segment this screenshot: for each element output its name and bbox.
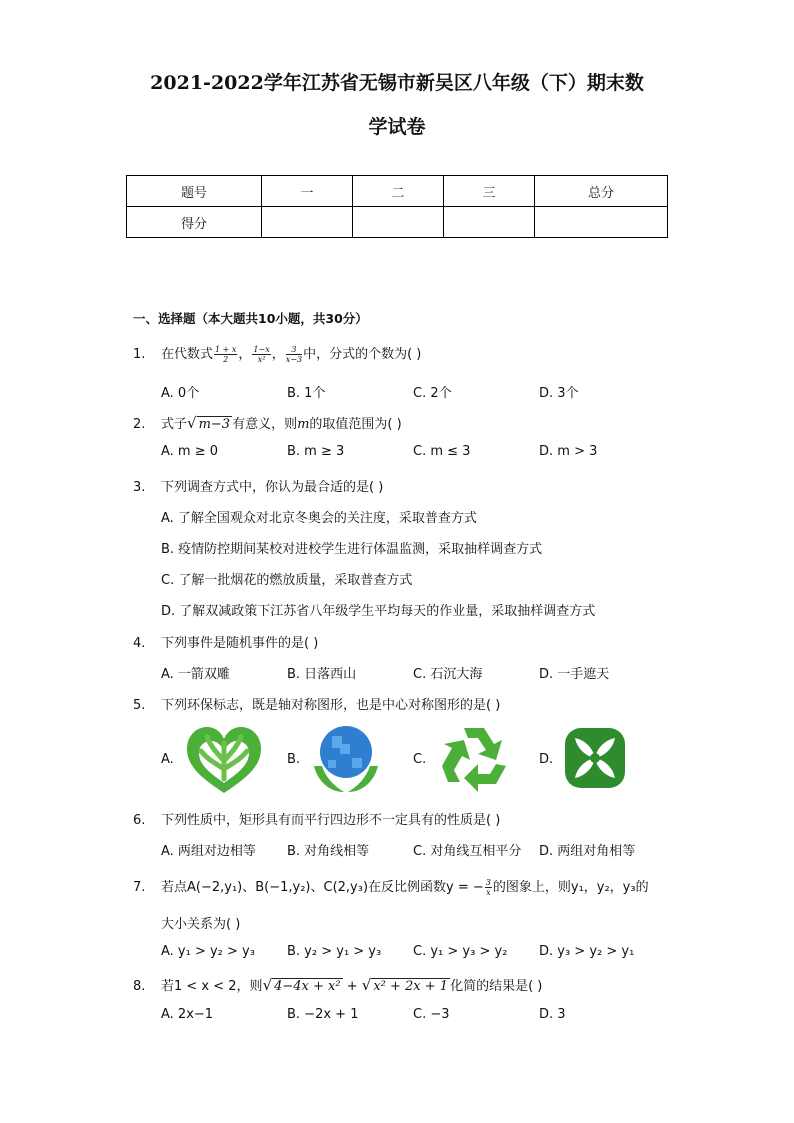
option-a[interactable]: A. — [161, 752, 174, 767]
denominator: x² — [257, 355, 266, 364]
option-d[interactable]: D. 3 — [539, 1007, 566, 1022]
fraction — [252, 345, 270, 364]
option-d[interactable]: D. — [539, 752, 554, 767]
sqrt-icon: √ — [187, 414, 197, 432]
four-leaf-logo-icon[interactable] — [563, 726, 627, 790]
option-a[interactable]: A. 0个 — [161, 386, 200, 401]
score-input-cell[interactable] — [535, 207, 668, 238]
option-c[interactable]: C. 对角线互相平分 — [413, 844, 522, 859]
question-text: 有意义，则 — [232, 417, 298, 432]
question-6 — [133, 809, 500, 828]
option-d[interactable]: D. 两组对角相等 — [539, 844, 636, 859]
numerator: 3 — [286, 345, 302, 355]
option-d[interactable]: D. m > 3 — [539, 444, 598, 459]
radicand: m−3 — [198, 417, 231, 432]
question-text: 中，分式的个数为( ) — [303, 347, 422, 362]
table-cell: 一 — [262, 176, 353, 207]
table-cell: 总分 — [535, 176, 668, 207]
globe-hands-logo-icon[interactable] — [310, 722, 382, 796]
fraction — [286, 345, 302, 364]
fraction — [214, 345, 237, 364]
question-number: 1. — [133, 347, 146, 362]
table-cell: 三 — [444, 176, 535, 207]
option-c[interactable]: C. 石沉大海 — [413, 667, 483, 682]
numerator: 1 + x — [215, 345, 237, 354]
question-text: 若点A(−2,y₁)、B(−1,y₂)、C(2,y₃)在反比例函数y = − — [161, 880, 484, 895]
option-a[interactable]: A. 两组对边相等 — [161, 844, 256, 859]
separator: ， — [271, 347, 285, 362]
table-cell: 题号 — [127, 176, 262, 207]
heart-leaf-logo-icon[interactable] — [183, 723, 265, 795]
question-text: 的图象上，则y₁，y₂，y₃的 — [492, 880, 649, 895]
option-d[interactable]: D. y₃ > y₂ > y₁ — [539, 944, 635, 959]
option-c[interactable]: C. 2个 — [413, 386, 452, 401]
question-number: 5. — [133, 698, 146, 713]
exam-title-line2: 学试卷 — [368, 116, 426, 138]
recycle-logo-icon[interactable] — [434, 722, 514, 792]
table-row — [127, 207, 668, 238]
score-input-cell[interactable] — [444, 207, 535, 238]
score-input-cell[interactable] — [262, 207, 353, 238]
option-b[interactable]: B. m ≥ 3 — [287, 444, 345, 459]
question-text: 式子 — [161, 417, 188, 432]
question-text: 下列调查方式中，你认为最合适的是( ) — [161, 480, 384, 495]
question-5 — [133, 694, 500, 713]
radicand: 4−4x + x² — [274, 979, 341, 994]
question-number: 4. — [133, 636, 146, 651]
option-d[interactable]: D. 3个 — [539, 386, 579, 401]
question-2 — [133, 413, 402, 432]
option-a[interactable]: A. y₁ > y₂ > y₃ — [161, 944, 255, 959]
option-b[interactable]: B. 对角线相等 — [287, 844, 370, 859]
question-number: 2. — [133, 417, 146, 432]
question-text: 下列事件是随机事件的是( ) — [161, 636, 319, 651]
exam-title-line1: 2021-2022学年江苏省无锡市新吴区八年级（下）期末数 — [150, 72, 644, 94]
option-c[interactable]: C. m ≤ 3 — [413, 444, 471, 459]
question-text: 化简的结果是( ) — [450, 979, 543, 994]
option-b[interactable]: B. −2x + 1 — [287, 1007, 359, 1022]
section-heading: 一、选择题（本大题共10小题，共30分） — [133, 311, 368, 326]
option-a[interactable]: A. 一箭双雕 — [161, 667, 230, 682]
option-c[interactable]: C. — [413, 752, 427, 767]
question-text: 若1 < x < 2，则 — [161, 979, 263, 994]
numerator: 1−x — [253, 345, 270, 354]
question-text: 在代数式 — [161, 347, 214, 362]
table-row — [127, 176, 668, 207]
question-8 — [133, 975, 542, 994]
option-c[interactable]: C. y₁ > y₃ > y₂ — [413, 944, 508, 959]
sqrt-icon: √ — [262, 976, 273, 994]
question-7 — [133, 876, 649, 897]
question-1 — [133, 343, 421, 364]
option-b[interactable]: B. y₂ > y₁ > y₃ — [287, 944, 382, 959]
numerator: 3 — [485, 878, 491, 887]
table-cell: 二 — [353, 176, 444, 207]
radicand: x² + 2x + 1 — [373, 979, 449, 994]
score-table — [126, 175, 668, 238]
question-number: 6. — [133, 813, 146, 828]
denominator: x−3 — [285, 355, 303, 364]
option-d[interactable]: D. 一手遮天 — [539, 667, 610, 682]
question-number: 8. — [133, 979, 146, 994]
denominator: x — [486, 888, 491, 897]
option-a[interactable]: A. 了解全国观众对北京冬奥会的关注度，采取普查方式 — [161, 511, 477, 526]
table-cell: 得分 — [127, 207, 262, 238]
question-number: 7. — [133, 880, 146, 895]
question-4 — [133, 632, 318, 651]
sqrt-icon: √ — [361, 976, 372, 994]
question-3 — [133, 476, 383, 495]
question-text: 下列环保标志，既是轴对称图形，也是中心对称图形的是( ) — [161, 698, 501, 713]
option-b[interactable]: B. — [287, 752, 301, 767]
question-text: 下列性质中，矩形具有而平行四边形不一定具有的性质是( ) — [161, 813, 501, 828]
score-input-cell[interactable] — [353, 207, 444, 238]
separator: ， — [238, 347, 252, 362]
variable: m — [297, 417, 310, 432]
question-7-line2: 大小关系为( ) — [161, 917, 241, 932]
option-c[interactable]: C. 了解一批烟花的燃放质量，采取普查方式 — [161, 573, 413, 588]
fraction — [485, 878, 492, 897]
option-b[interactable]: B. 1个 — [287, 386, 326, 401]
option-b[interactable]: B. 疫情防控期间某校对进校学生进行体温监测，采取抽样调查方式 — [161, 542, 543, 557]
option-a[interactable]: A. 2x−1 — [161, 1007, 214, 1022]
denominator: 2 — [223, 355, 229, 364]
option-b[interactable]: B. 日落西山 — [287, 667, 357, 682]
option-a[interactable]: A. m ≥ 0 — [161, 444, 219, 459]
option-c[interactable]: C. −3 — [413, 1007, 450, 1022]
question-number: 3. — [133, 480, 146, 495]
option-d[interactable]: D. 了解双减政策下江苏省八年级学生平均每天的作业量，采取抽样调查方式 — [161, 604, 596, 619]
operator: + — [342, 979, 362, 994]
question-text: 的取值范围为( ) — [309, 417, 402, 432]
